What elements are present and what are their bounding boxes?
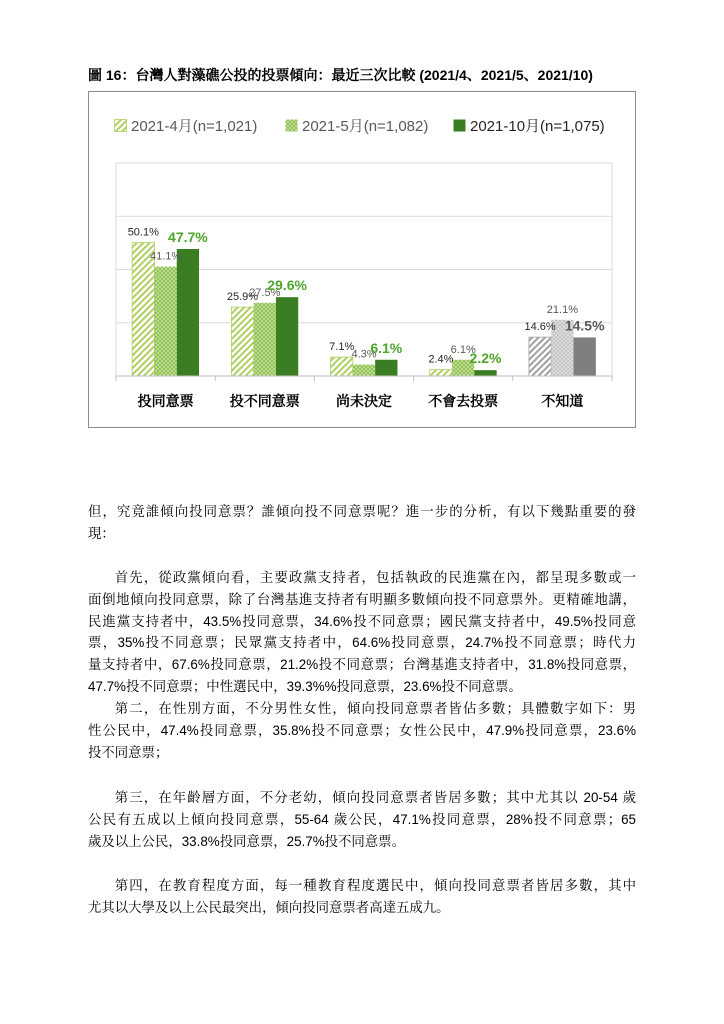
- value-label: 2.2%: [469, 350, 502, 367]
- value-label: 14.5%: [564, 317, 605, 334]
- bar: [276, 297, 298, 376]
- paragraph-line: 第三，在年齡層方面，不分老幼，傾向投同意票者皆居多數；其中尤其以 20-54 歲: [114, 790, 636, 805]
- paragraph-line: 量支持者中，67.6%投同意票，21.2%投不同意票；台灣基進支持者中，31.8%投同意票，: [88, 657, 636, 673]
- paragraph-line: 47.7%投不同意票；中性選民中，39.3%%投同意票，23.6%投不同意票。: [88, 678, 522, 694]
- x-tick-label: 尚未決定: [336, 393, 392, 409]
- bar: [474, 370, 496, 376]
- bar: [254, 303, 276, 376]
- category-labels: [138, 393, 584, 409]
- x-tick-label: 不知道: [541, 393, 584, 409]
- figure-title: 圖 16：台灣人對藻礁公投的投票傾向：最近三次比較 (2021/4、2021/5、2021/10): [88, 67, 593, 83]
- paragraph-line: 尤其以大學及以上公民最突出，傾向投同意票者高達五成九。: [88, 899, 450, 915]
- age-paragraph: [88, 787, 636, 852]
- value-label: 27.5%: [249, 286, 281, 299]
- paragraph-line: 現：: [88, 525, 115, 541]
- chart-frame: [88, 91, 636, 428]
- gender-paragraph: [88, 698, 636, 763]
- bar: [177, 249, 199, 376]
- bar: [331, 357, 353, 376]
- value-label: 50.1%: [127, 226, 159, 239]
- value-label: 4.3%: [351, 348, 377, 361]
- value-label: 2.4%: [428, 353, 454, 366]
- paragraph-line: 歲及以上公民，33.8%投同意票，25.7%投不同意票。: [88, 833, 405, 849]
- education-paragraph: [88, 875, 636, 919]
- paragraph-line: 性公民中，47.4%投同意票，35.8%投不同意票；女性公民中，47.9%投同意票，23.6%: [88, 722, 636, 738]
- paragraph-line: 票，35%投不同意票；民眾黨支持者中，64.6%投同意票，24.7%投不同意票；時代力: [88, 635, 636, 651]
- bar: [132, 243, 154, 376]
- paragraph-line: 面倒地傾向投同意票，除了台灣基進支持者有明顯多數傾向投不同意票外。更精確地講，: [88, 591, 636, 607]
- value-label: 7.1%: [329, 341, 355, 354]
- x-tick-label: 不會去投票: [428, 393, 499, 409]
- value-label: 6.1%: [370, 339, 403, 356]
- value-label: 47.7%: [168, 228, 208, 245]
- paragraph-line: 首先，從政黨傾向看，主要政黨支持者，包括執政的民進黨在內，都呈現多數或一: [114, 570, 636, 585]
- bar: [529, 337, 551, 376]
- value-label: 21.1%: [546, 303, 579, 316]
- bar: [574, 337, 596, 376]
- paragraph-line: 公民有五成以上傾向投同意票，55-64 歲公民，47.1%投同意票，28%投不同意票；65: [88, 811, 636, 827]
- legend-label: 2021-4月(n=1,021): [131, 117, 258, 135]
- value-label: 14.6%: [524, 321, 556, 334]
- bar: [231, 307, 253, 376]
- legend-label: 2021-5月(n=1,082): [302, 117, 429, 135]
- paragraph-line: 但，究竟誰傾向投同意票？誰傾向投不同意票呢？進一步的分析，有以下幾點重要的發: [88, 504, 636, 519]
- value-label: 41.1%: [149, 250, 182, 263]
- intro-paragraph: [88, 501, 636, 545]
- value-label: 25.9%: [226, 291, 259, 304]
- bar: [375, 360, 397, 376]
- paragraph-line: 第二，在性別方面，不分男性女性，傾向投同意票者皆佔多數；具體數字如下：男: [114, 701, 636, 716]
- paragraph-line: 民進黨支持者中，43.5%投同意票，34.6%投不同意票；國民黨支持者中，49.5%投同意: [88, 613, 636, 629]
- legend-label: 2021-10月(n=1,075): [470, 117, 605, 135]
- bar: [154, 267, 176, 376]
- x-tick-label: 投同意票: [137, 393, 194, 409]
- bar: [430, 370, 452, 376]
- bar: [353, 365, 375, 376]
- bar-chart: [89, 92, 635, 427]
- x-tick-label: 投不同意票: [229, 393, 300, 409]
- party-paragraph: [88, 567, 636, 698]
- value-label: 29.6%: [267, 277, 307, 294]
- x-axis: [116, 376, 612, 381]
- value-label: 6.1%: [450, 343, 476, 356]
- paragraph-line: 第四，在教育程度方面，每一種教育程度選民中，傾向投同意票者皆居多數，其中: [114, 878, 636, 893]
- paragraph-line: 投不同意票；: [88, 744, 169, 760]
